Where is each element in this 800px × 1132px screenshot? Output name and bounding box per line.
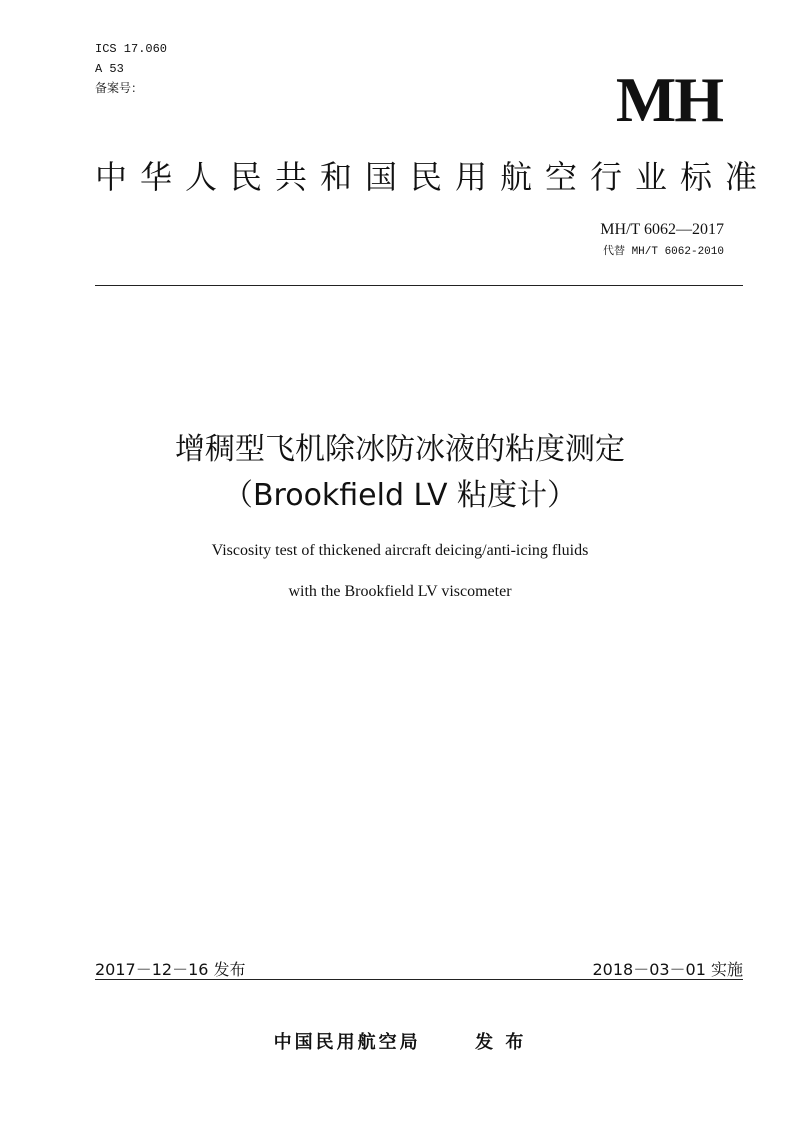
organization-title: 中华人民共和国民用航空行业标准 (95, 158, 771, 196)
mh-logo: MH (615, 64, 722, 135)
ics-code: ICS 17.060 (95, 42, 168, 56)
document-subtitle: （Brookfield LV 粘度计） (222, 478, 578, 513)
ccs-code: A 53 (95, 62, 124, 76)
issuer-block (0, 1030, 800, 1056)
issue-date: 2017－12－16 发布 (95, 960, 246, 979)
english-title-line1: Viscosity test of thickened aircraft deicing/anti-icing fluids (211, 542, 589, 559)
issuer-name: 中国民用航空局 (273, 1032, 421, 1053)
document-title: 增稠型飞机除冰防冰液的粘度测定 (175, 432, 625, 467)
english-title-line2: with the Brookfield LV viscometer (288, 583, 512, 600)
implementation-date: 2018－03－01 实施 (592, 960, 743, 979)
footer-divider (95, 979, 743, 980)
issue-word: 发 布 (475, 1032, 527, 1053)
replaces-standard: 代替 MH/T 6062-2010 (602, 246, 724, 258)
header-divider (95, 285, 743, 286)
filing-number-label: 备案号： (95, 82, 144, 96)
standard-number: MH/T 6062—2017 (600, 221, 724, 238)
